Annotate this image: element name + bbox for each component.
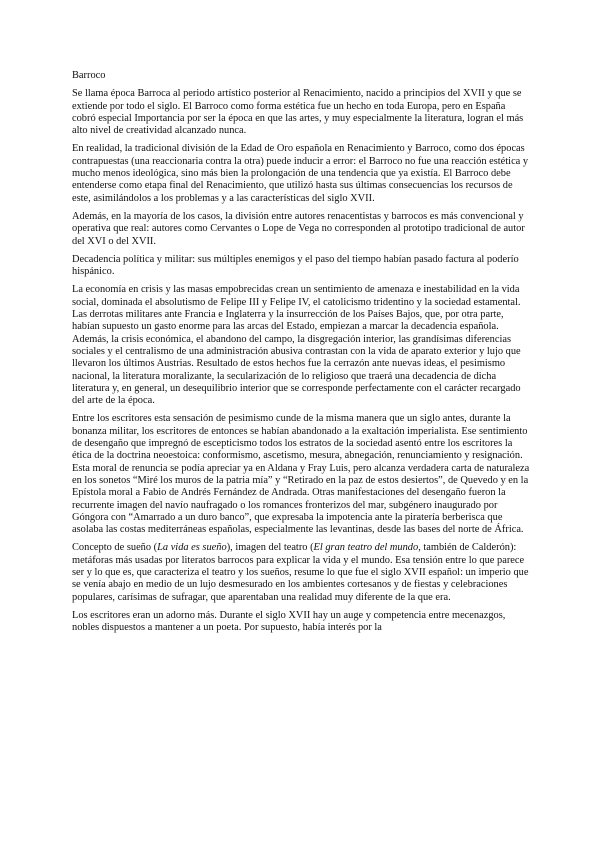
- paragraph-dream-concept: [72, 542, 530, 603]
- paragraph-division: En realidad, la tradicional división de la Edad de Oro española en Renacimiento y Barroco, como dos épocas contrapuestas (una reaccionaria contra la otra) puede inducir a error: el Barroco no fue una reacción estética y mucho menos ideológica, sino más bien la prolongación de una tendencia que ya existía. El Barroco debe entenderse como etapa final del Renacimiento, que utilizó hasta sus últimas consecuencias los recursos de este, asimilándolos a los problemas y a las características del siglo XVII.: [72, 143, 529, 204]
- paragraph-intro: Se llama época Barroca al periodo artístico posterior al Renacimiento, nacido a principios del XVII y que se extiende por todo el siglo. El Barroco como forma estética fue un hecho en toda Europa, pero en España cobró especial Importancia por ser la época en que las artes, y muy especialmente la literatura, logran el más alto nivel de creatividad alcanzado nunca.: [72, 88, 524, 137]
- paragraph-patronage: Los escritores eran un adorno más. Durante el siglo XVII hay un auge y competencia entre mecenazgos, nobles dispuestos a mantener a un poeta. Por supuesto, había interés por la: [72, 609, 506, 634]
- document-page: [72, 70, 530, 640]
- paragraph-authors: Además, en la mayoría de los casos, la división entre autores renacentistas y barrocos es más convencional y operativa que real: autores como Cervantes o Lope de Vega no corresponden al prototipo tradicional de autor del XVI o del XVII.: [72, 210, 525, 247]
- dream-text-2: ), imagen del teatro (: [226, 542, 314, 554]
- dream-text-1: Concepto de sueño (: [72, 542, 158, 554]
- dream-title-vida-es-sueno: La vida es sueño: [157, 542, 227, 554]
- paragraph-decadence: Decadencia política y militar: sus múltiples enemigos y el paso del tiempo habían pasado factura al poderío hispánico.: [72, 253, 519, 278]
- paragraph-economy: La economía en crisis y las masas empobrecidas crean un sentimiento de amenaza e inestabilidad en la vida social, dominada el absolutismo de Felipe III y Felipe IV, el catolicismo tridentino y la sociedad estamental. Las derrotas militares ante Francia e Inglaterra y la insurrección de los Países Bajos, que, por otra parte, habían supuesto un gasto enorme para las arcas del Estado, empiezan a marcar la decadencia española. Además, la crisis económica, el abandono del campo, la disgregación interior, las grandísimas diferencias sociales y el centralismo de una administración abusiva contrastan con la vida de aparato exterior y lujo que llevaron los últimos Austrias. Resultado de estos hechos fue la cerrazón ante nuevas ideas, el pesimismo nacional, la literatura moralizante, la secularización de lo religioso que traerá una decadencia de dicha literatura y, en general, un desequilibrio interior que se corresponde perfectamente con el carácter recargado del arte de la época.: [72, 284, 521, 407]
- dream-text-3: , también de Calderón): metáforas más usadas por literatos barrocos para explicar la vida y el mundo. Esa tensión entre lo que parece ser y lo que es, que caracteriza el teatro y los sueños, resume lo que fue el siglo XVII español: un imperio que se venía abajo en medio de un lujo desmesurado en los ambientes cortesanos y de fiestas y celebraciones populares, carísimas de sufragar, que aparentaban una realidad muy diferente de la que era.: [72, 542, 529, 603]
- paragraph-pessimism: Entre los escritores esta sensación de pesimismo cunde de la misma manera que un siglo antes, durante la bonanza militar, los escritores de entonces se habían abandonado a la exaltación imperialista. Ese sentimiento de desengaño que impregnó de escepticismo todos los estratos de la sociedad asentó entre los escritores la ética de la doctrina neoestoica: conformismo, ascetismo, mesura, abnegación, renunciamiento y resignación. Esta moral de renuncia se podía apreciar ya en Aldana y Fray Luis, pero alcanza verdadera carta de naturaleza en los sonetos “Miré los muros de la patria mía” y “Retirado en la paz de estos desiertos”, de Quevedo y en la Epístola moral a Fabio de Andrés Fernández de Andrada. Otras manifestaciones del desengaño fueron la recurrente imagen del navío naufragado o los romances fronterizos del mar, subgénero inaugurado por Góngora con “Amarrado a un duro banco”, que expresaba la impotencia ante la piratería berberisca que asolaba las costas mediterráneas españolas, especialmente las levantinas, desde las bases del norte de África.: [72, 413, 530, 536]
- document-title: Barroco: [72, 70, 106, 81]
- dream-title-gran-teatro: El gran teatro del mundo: [313, 542, 419, 554]
